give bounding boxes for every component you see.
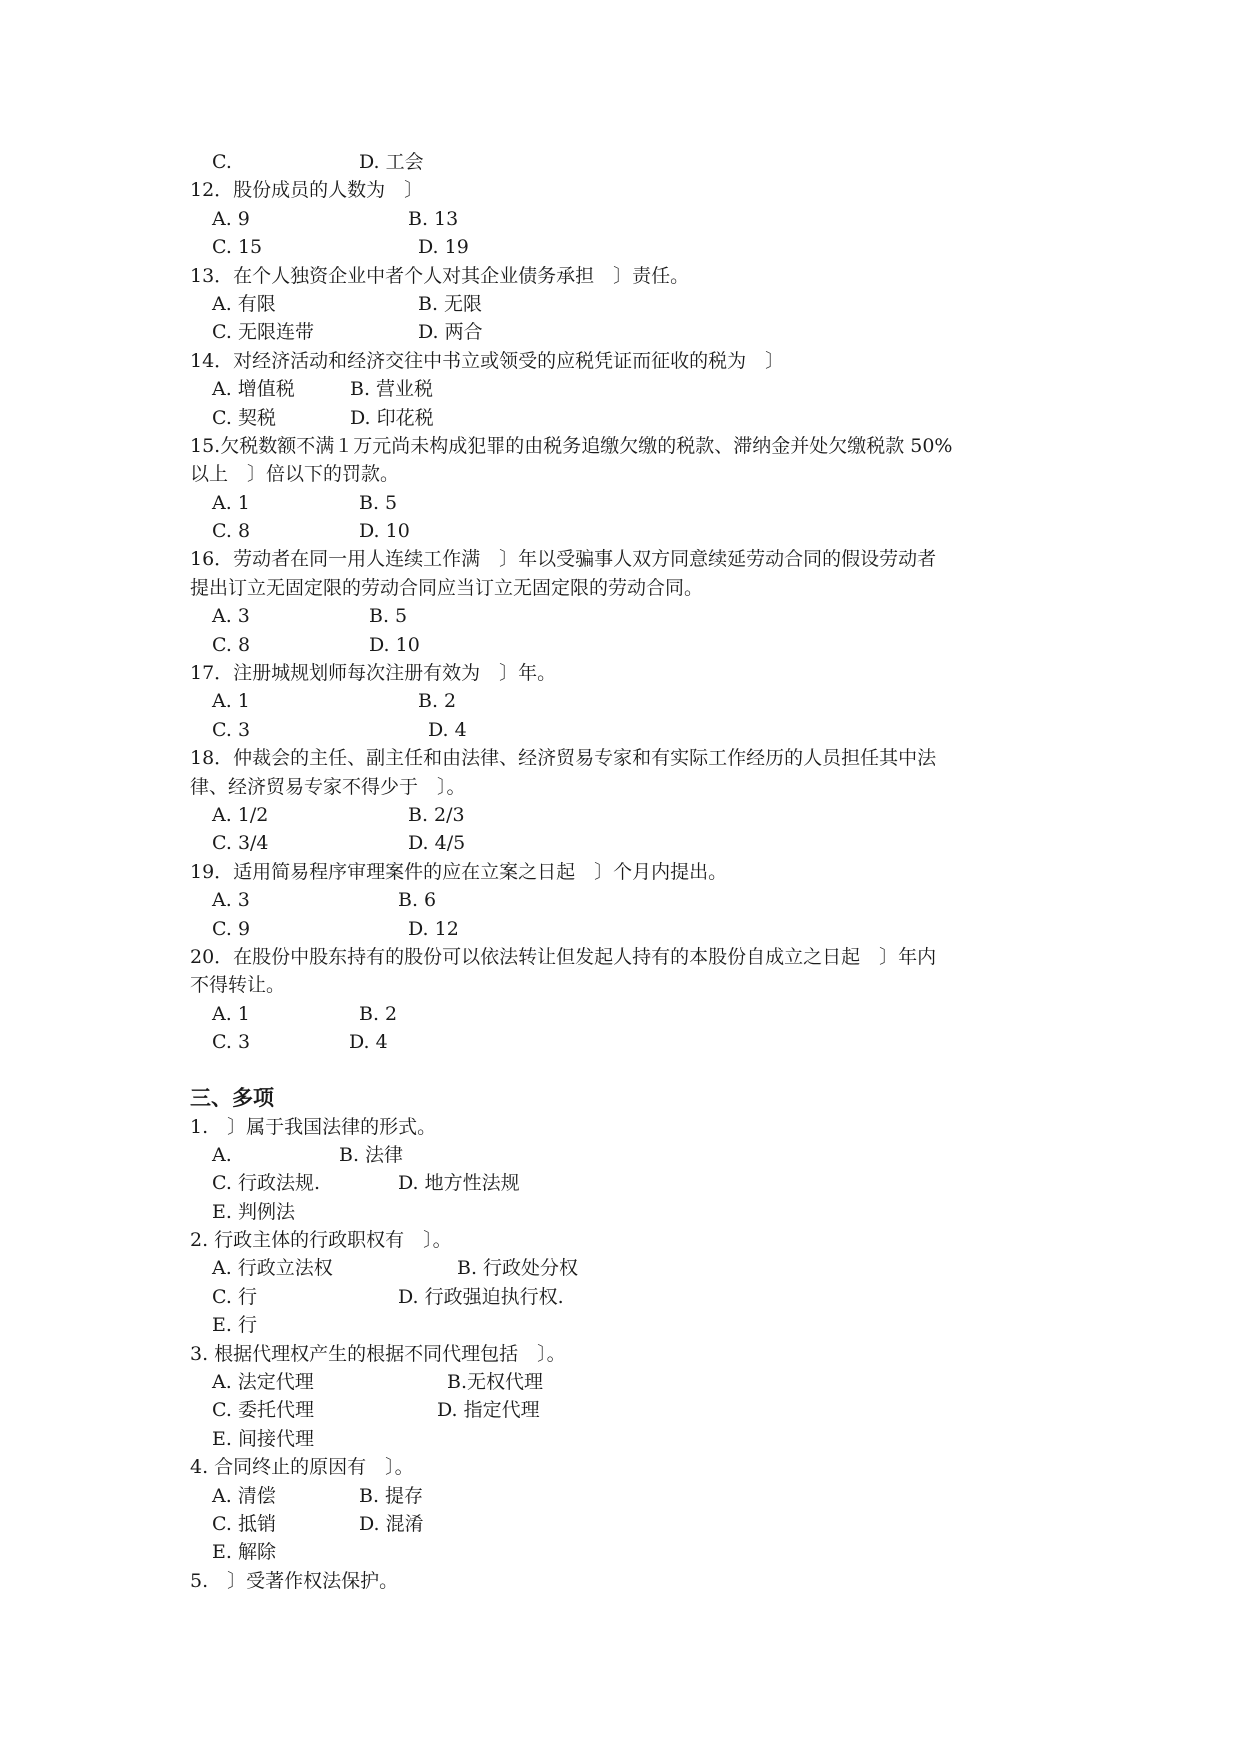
option-b: B. 5 [369,605,408,628]
option-e: E. 间接代理 [212,1427,314,1450]
option-row [190,1510,1070,1538]
option-row [190,290,1070,318]
option-d: D. 12 [408,917,459,940]
option-e: E. 判例法 [212,1200,295,1223]
option-row [190,687,1070,715]
option-d: D. 10 [369,633,420,656]
option-b: B. 5 [359,491,398,514]
option-a: A. 1 [212,1002,250,1025]
option-d: D. 两合 [418,321,483,344]
option-d: D. 10 [359,520,410,543]
question-18-line-1: 18．仲裁会的主任、副主任和由法律、经济贸易专家和有实际工作经历的人员担任其中法 [190,747,937,770]
option-row [190,801,1070,829]
question-16-line-2: 提出订立无固定限的劳动合同应当订立无固定限的劳动合同。 [190,576,704,599]
option-c: C. 行 [212,1285,257,1308]
question-19: 19．适用简易程序审理案件的应在立案之日起 〕个月内提出。 [190,860,728,883]
option-d: D. 指定代理 [437,1399,540,1422]
option-a: A. 清偿 [212,1484,276,1507]
question-16-line-1: 16．劳动者在同一用人连续工作满 〕年以受骗事人双方同意续延劳动合同的假设劳动者 [190,548,937,571]
option-row [190,1311,1070,1339]
option-b: B. 2 [359,1002,398,1025]
option-row [190,1254,1070,1282]
option-d: D. 混淆 [359,1512,424,1535]
option-a: A. 1/2 [212,803,269,826]
option-c: C. 委托代理 [212,1399,314,1422]
option-b: B. 2/3 [408,803,465,826]
option-b: B. 提存 [359,1484,424,1507]
option-c: C. 行政法规. [212,1172,320,1195]
option-b: B.无权代理 [447,1371,544,1394]
option-row [190,1538,1070,1566]
option-d: D. 4/5 [408,832,466,855]
multi-question-4: 4. 合同终止的原因有 〕。 [190,1456,414,1479]
option-d: D. 4 [428,718,467,741]
option-d: D. 行政强迫执行权. [398,1285,564,1308]
option-row [190,1482,1070,1510]
option-d: D. 印花税 [350,406,434,429]
option-row [190,1396,1070,1424]
option-a: A. 1 [212,491,250,514]
document-page [190,148,1070,1595]
question-15-line-1: 15.欠税数额不满１万元尚未构成犯罪的由税务追缴欠缴的税款、滞纳金并处欠缴税款 50% [190,434,953,457]
option-row [190,1198,1070,1226]
option-c: C. 9 [212,917,251,940]
option-row [190,404,1070,432]
option-row [190,716,1070,744]
option-row [190,489,1070,517]
option-a: A. 有限 [212,292,276,315]
option-c: C. 3 [212,718,251,741]
option-e: E. 解除 [212,1541,276,1564]
option-b: B. 营业税 [350,378,434,401]
multi-question-5: 5. 〕受著作权法保护。 [190,1569,399,1592]
option-c: C. [212,151,232,173]
question-20-line-2: 不得转让。 [190,974,286,997]
option-row [190,1141,1070,1169]
multi-question-2: 2. 行政主体的行政职权有 〕。 [190,1229,452,1252]
option-d: D. 工会 [359,151,424,173]
option-a: A. [212,1143,232,1166]
option-row [190,602,1070,630]
option-c: C. 抵销 [212,1512,276,1535]
question-15-line-2: 以上 〕倍以下的罚款。 [190,463,400,486]
option-b: B. 无限 [418,292,483,315]
option-b: B. 法律 [339,1143,404,1166]
option-e: E. 行 [212,1314,257,1337]
option-row [190,829,1070,857]
question-14: 14．对经济活动和经济交往中书立或领受的应税凭证而征收的税为 〕 [190,349,785,372]
question-12: 12．股份成员的人数为 〕 [190,179,424,202]
option-b: B. 6 [398,889,437,912]
option-a: A. 9 [212,207,250,230]
question-17: 17．注册城规划师每次注册有效为 〕年。 [190,662,557,685]
option-row [190,148,1070,176]
option-a: A. 3 [212,605,250,628]
option-b: B. 13 [408,207,459,230]
multi-question-1: 1. 〕属于我国法律的形式。 [190,1115,437,1138]
option-d: D. 地方性法规 [398,1172,520,1195]
option-row [190,1028,1070,1056]
option-c: C. 8 [212,633,251,656]
question-20-line-1: 20．在股份中股东持有的股份可以依法转让但发起人持有的本股份自成立之日起 〕年内 [190,945,937,968]
option-c: C. 15 [212,236,263,259]
multi-question-3: 3. 根据代理权产生的根据不同代理包括 〕。 [190,1342,566,1365]
option-a: A. 1 [212,690,250,713]
option-c: C. 3 [212,1031,251,1054]
option-a: A. 3 [212,889,250,912]
option-b: B. 行政处分权 [457,1257,579,1280]
question-18-line-2: 律、经济贸易专家不得少于 〕。 [190,775,466,798]
option-row [190,517,1070,545]
option-c: C. 契税 [212,406,276,429]
spacer [190,1057,1070,1083]
option-row [190,205,1070,233]
option-row [190,233,1070,261]
option-row [190,318,1070,346]
question-13: 13．在个人独资企业中者个人对其企业债务承担 〕责任。 [190,264,690,287]
option-row [190,1368,1070,1396]
option-a: A. 法定代理 [212,1371,314,1394]
option-d: D. 4 [349,1031,388,1054]
option-a: A. 增值税 [212,378,295,401]
option-c: C. 3/4 [212,832,269,855]
option-d: D. 19 [418,236,469,259]
option-row [190,1425,1070,1453]
section-heading: 三、多项 [190,1084,274,1110]
option-row [190,375,1070,403]
option-c: C. 8 [212,520,251,543]
option-row [190,1169,1070,1197]
option-row [190,886,1070,914]
option-row [190,915,1070,943]
option-row [190,631,1070,659]
option-row [190,1283,1070,1311]
option-a: A. 行政立法权 [212,1257,333,1280]
option-row [190,1000,1070,1028]
option-c: C. 无限连带 [212,321,314,344]
option-b: B. 2 [418,690,457,713]
